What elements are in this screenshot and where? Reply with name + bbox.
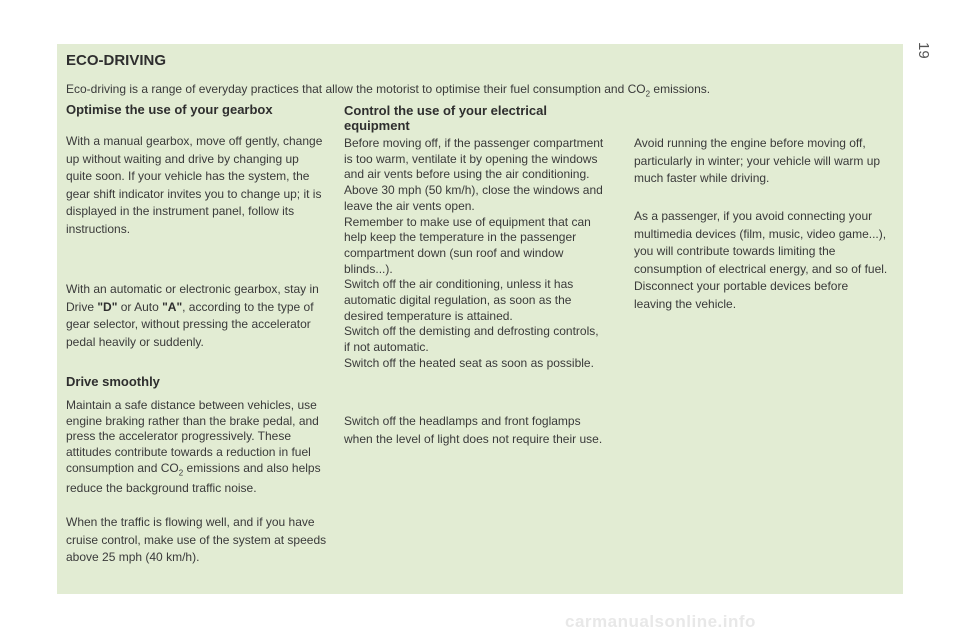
- gearbox-auto-text: With an automatic or electronic gearbox, stay in Drive "D" or Auto "A", according to the type of gear selector, without pressing the accelerator pedal heavily or suddenly.: [66, 282, 319, 349]
- drive-text: Maintain a safe distance between vehicles, use engine braking rather than the brake pedal, and press the accelerator progressively. These attitudes contribute towards a reduction in fuel consumption and $CO_2$ emissions and also helps reduce the background traffic noise.: [66, 398, 321, 495]
- intro-text: Eco-driving is a range of everyday practices that allow the motorist to optimise their fuel consumption and $CO_2$ emissions.: [66, 82, 711, 99]
- engine-text: Avoid running the engine before moving off, particularly in winter; your vehicle will warm up much faster while driving.: [634, 136, 881, 185]
- headlamps-text: Switch off the headlamps and front foglamps when the level of light does not require their use.: [344, 414, 603, 446]
- section-title: ECO-DRIVING: [66, 52, 167, 69]
- cruise-text: When the traffic is flowing well, and if you have cruise control, make use of the system at speeds above 25 mph (40 km/h).: [66, 515, 327, 564]
- electrical-text: Before moving off, if the passenger compartment is too warm, ventilate it by opening the windows and air vents before using the air conditioning. Above 30 mph (50 km/h), close the windows and leave the air vents open. Remember to make use of equipment that can help keep the temperature in the passenger compartment down (sun roof and window blinds...). Switch off the air conditioning, unless it has automatic digital regulation, as soon as the desired temperature is attained. Switch off the demisting and defrosting controls, if not automatic. Switch off the heated seat as soon as possible.: [344, 136, 604, 370]
- drive-heading: Drive smoothly: [66, 374, 160, 389]
- watermark-footer: carmanualsonline.info: [565, 612, 756, 631]
- gearbox-heading: Optimise the use of your gearbox: [66, 102, 273, 117]
- passenger-text: As a passenger, if you avoid connecting your multimedia devices (film, music, video game...), you will contribute towards limiting the consumption of electrical energy, and so of fuel. Disconnect your portable devices before leaving the vehicle.: [634, 209, 888, 311]
- gearbox-manual-text: With a manual gearbox, move off gently, change up without waiting and drive by changing up quite soon. If your vehicle has the system, the gear shift indicator invites you to change up; it is displayed in the instrument panel, follow its instructions.: [66, 134, 323, 236]
- page-number: 19: [915, 42, 932, 59]
- electrical-heading: Control the use of your electrical equipment: [344, 103, 547, 133]
